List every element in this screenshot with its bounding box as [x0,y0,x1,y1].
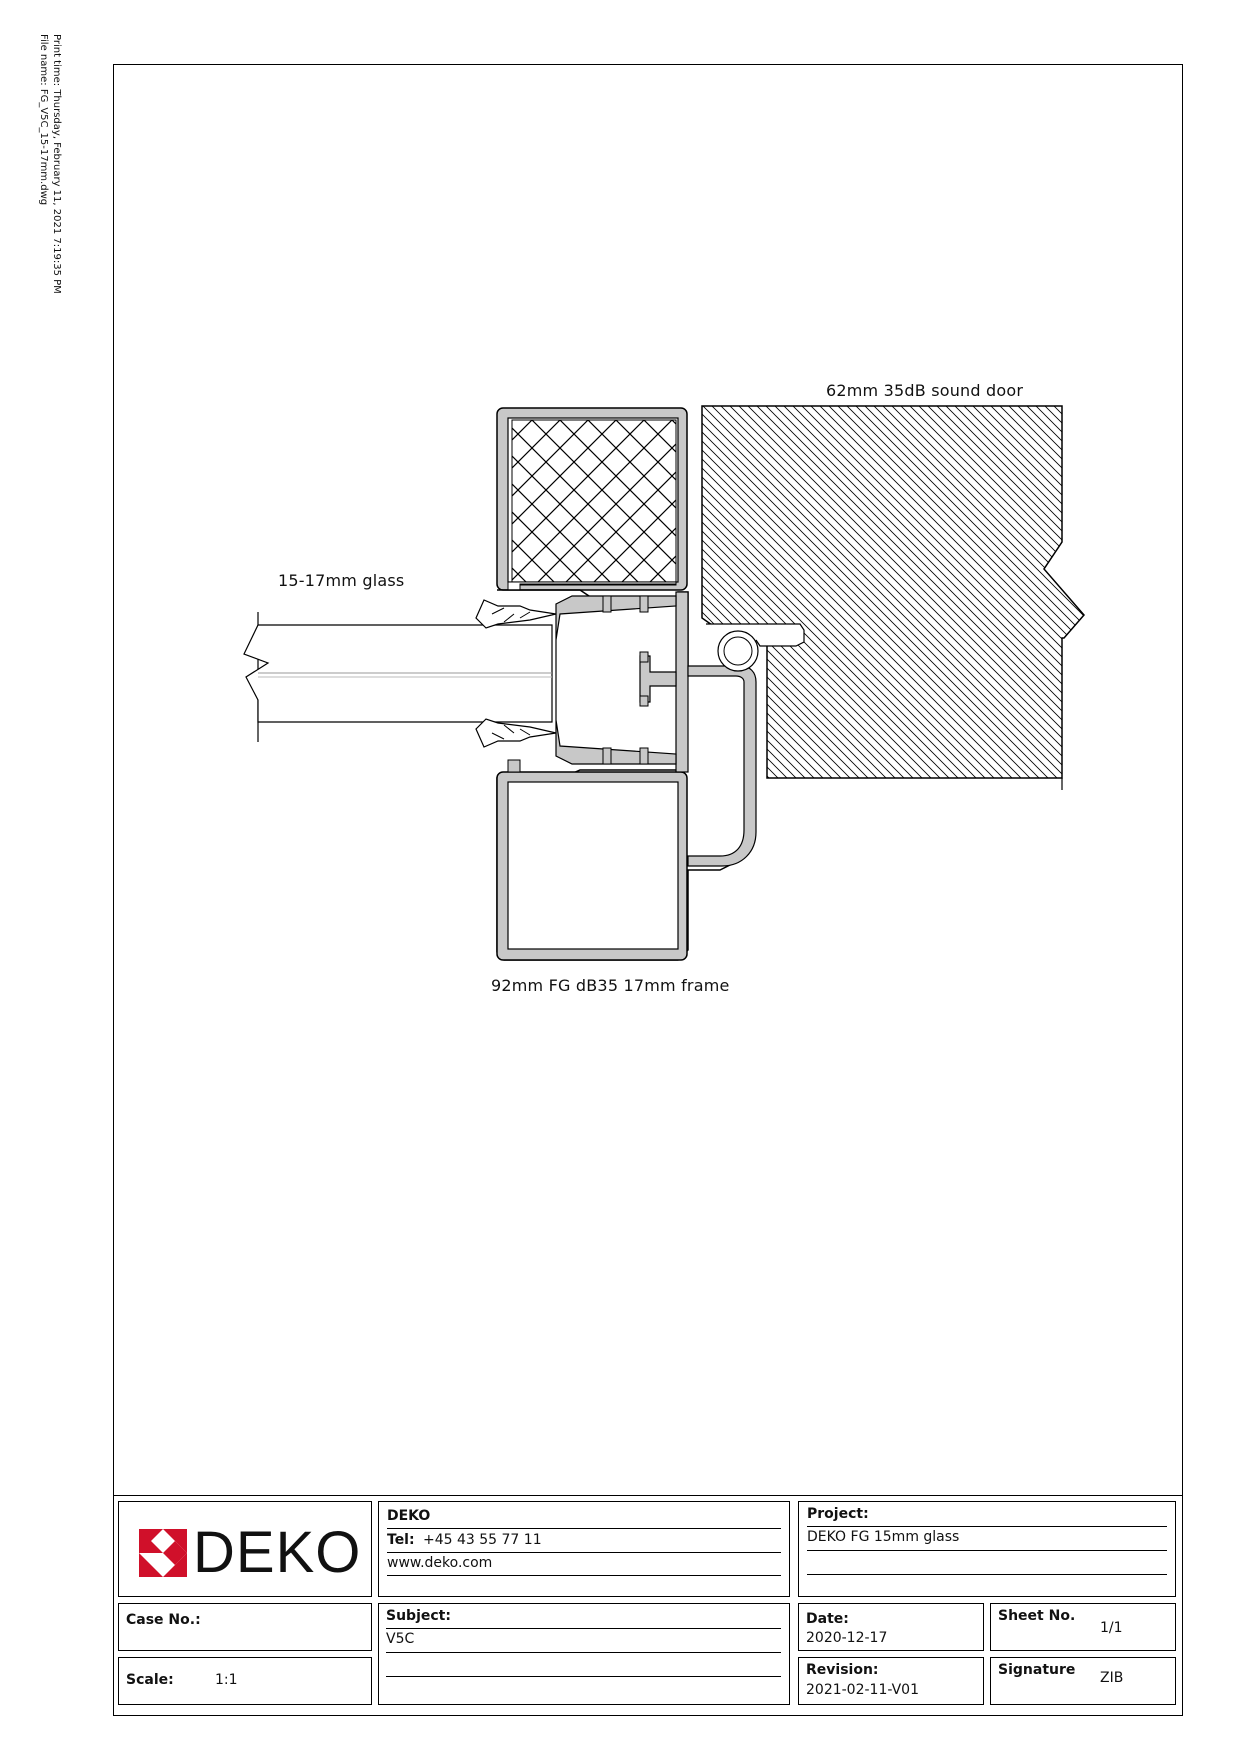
signature-label: Signature [998,1662,1076,1678]
rule [807,1550,1167,1551]
scale-value: 1:1 [215,1672,238,1688]
website-text: www.deko.com [387,1555,493,1571]
subject-label: Subject: [386,1608,451,1624]
rule [387,1552,781,1553]
rule [386,1676,781,1677]
glass-label: 15-17mm glass [278,571,405,590]
door-leaf-section [702,406,1084,790]
signature-value: ZIB [1100,1670,1124,1686]
rule [807,1526,1167,1527]
date-value: 2020-12-17 [806,1630,888,1646]
rule [387,1575,781,1576]
logo-cell [118,1501,372,1597]
glazing-gasket-top [476,600,556,628]
case-no-cell [118,1603,372,1651]
subject-value: V5C [386,1631,415,1647]
rule [386,1628,781,1629]
revision-cell [798,1657,984,1705]
rule [387,1528,781,1529]
scale-cell [118,1657,372,1705]
revision-value: 2021-02-11-V01 [806,1682,919,1698]
signature-cell [990,1657,1176,1705]
tel-label: Tel: [387,1532,415,1548]
glass-pane [244,612,552,742]
project-cell [798,1501,1176,1597]
company-name: DEKO [387,1508,431,1524]
logo-text: DEKO [193,1520,362,1585]
door-label: 62mm 35dB sound door [826,381,1024,400]
deko-mark-icon [139,1529,187,1577]
frame-insulated-chamber [497,408,687,590]
company-cell [378,1501,790,1597]
scale-label: Scale: [126,1672,174,1688]
date-cell [798,1603,984,1651]
subject-cell [378,1603,790,1705]
deko-logo [139,1520,362,1585]
file-name-text: File name: FG_V5C_15-17mm.dwg [38,34,49,206]
glazing-gasket-bottom [476,719,556,747]
case-no-label: Case No.: [126,1612,201,1628]
sheet-no-cell [990,1603,1176,1651]
sheet-no-value: 1/1 [1100,1620,1123,1636]
frame-label: 92mm FG dB35 17mm frame [491,976,730,995]
project-value: DEKO FG 15mm glass [807,1529,960,1545]
print-time-text: Print time: Thursday, February 11, 2021 7:19:35 PM [51,34,62,294]
title-block [113,1495,1183,1716]
revision-label: Revision: [806,1662,879,1678]
rule [807,1574,1167,1575]
rule [386,1652,781,1653]
project-label: Project: [807,1506,869,1522]
sheet-no-label: Sheet No. [998,1608,1076,1624]
tel-value: +45 43 55 77 11 [423,1532,542,1548]
date-label: Date: [806,1611,849,1627]
